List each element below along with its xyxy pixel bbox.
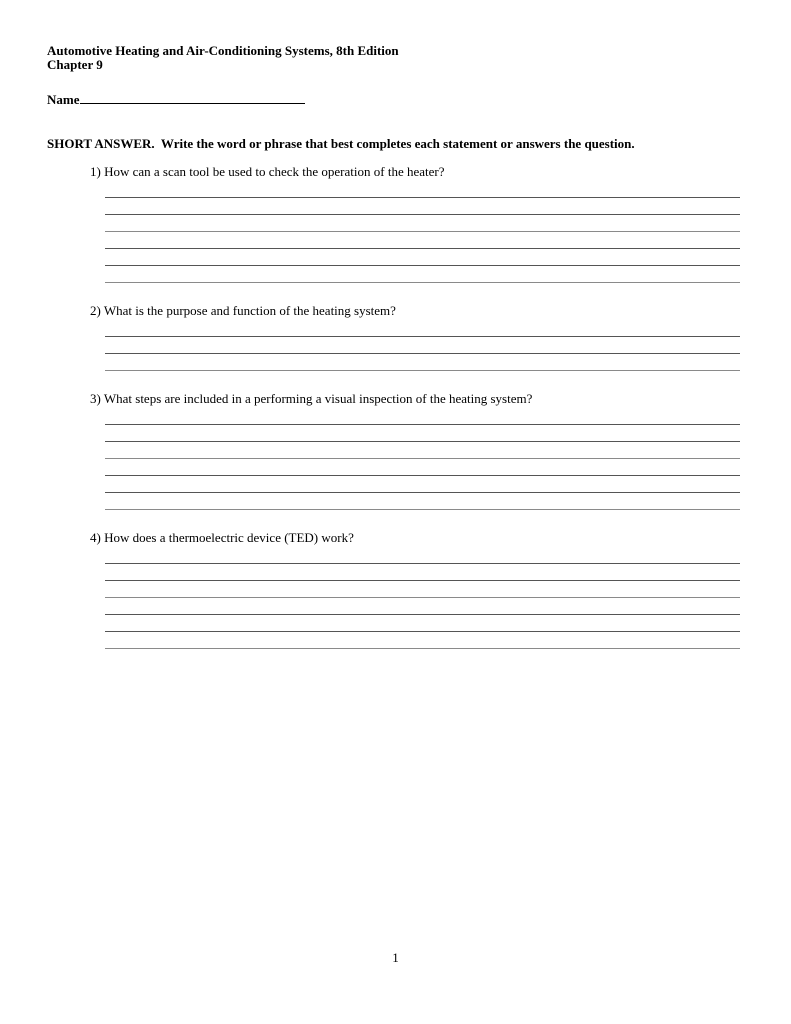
page-number: 1	[392, 950, 399, 965]
answer-lines-group	[105, 179, 740, 283]
answer-lines-group	[105, 318, 740, 371]
answer-line	[105, 581, 740, 598]
question-block	[47, 304, 740, 371]
question-text	[90, 531, 740, 545]
answer-line	[105, 476, 740, 493]
question-body: How can a scan tool be used to check the operation of the heater?	[104, 164, 445, 179]
answer-line	[105, 354, 740, 371]
answer-line	[105, 320, 740, 337]
answer-line	[105, 337, 740, 354]
name-row	[47, 91, 740, 105]
question-number: 4)	[90, 530, 101, 545]
answer-line	[105, 232, 740, 249]
document-header	[47, 44, 740, 72]
question-block	[47, 531, 740, 649]
question-body: What steps are included in a performing a visual inspection of the heating system?	[103, 391, 533, 406]
answer-line	[105, 615, 740, 632]
answer-line	[105, 215, 740, 232]
question-block	[47, 165, 740, 283]
name-label: Name	[47, 92, 80, 107]
answer-line	[105, 442, 740, 459]
answer-lines-group	[105, 545, 740, 649]
section-heading: SHORT ANSWER. Write the word or phrase that best completes each statement or answers the question.	[47, 136, 635, 151]
answer-line	[105, 425, 740, 442]
chapter-label: Chapter 9	[47, 57, 103, 72]
questions-list	[47, 165, 740, 649]
question-block	[47, 392, 740, 510]
question-text	[90, 304, 740, 318]
question-text	[90, 392, 740, 406]
question-text	[90, 165, 740, 179]
book-title: Automotive Heating and Air-Conditioning Systems, 8th Edition	[47, 43, 399, 58]
question-number: 2)	[90, 303, 101, 318]
question-number: 1)	[90, 164, 101, 179]
answer-line	[105, 198, 740, 215]
answer-line	[105, 547, 740, 564]
answer-lines-group	[105, 406, 740, 510]
answer-line	[105, 564, 740, 581]
answer-line	[105, 266, 740, 283]
answer-line	[105, 181, 740, 198]
question-body: What is the purpose and function of the heating system?	[103, 303, 396, 318]
answer-line	[105, 493, 740, 510]
answer-line	[105, 408, 740, 425]
question-body: How does a thermoelectric device (TED) work?	[104, 530, 354, 545]
name-blank-line	[80, 91, 305, 104]
answer-line	[105, 598, 740, 615]
answer-line	[105, 632, 740, 649]
question-number: 3)	[90, 391, 101, 406]
answer-line	[105, 249, 740, 266]
answer-line	[105, 459, 740, 476]
